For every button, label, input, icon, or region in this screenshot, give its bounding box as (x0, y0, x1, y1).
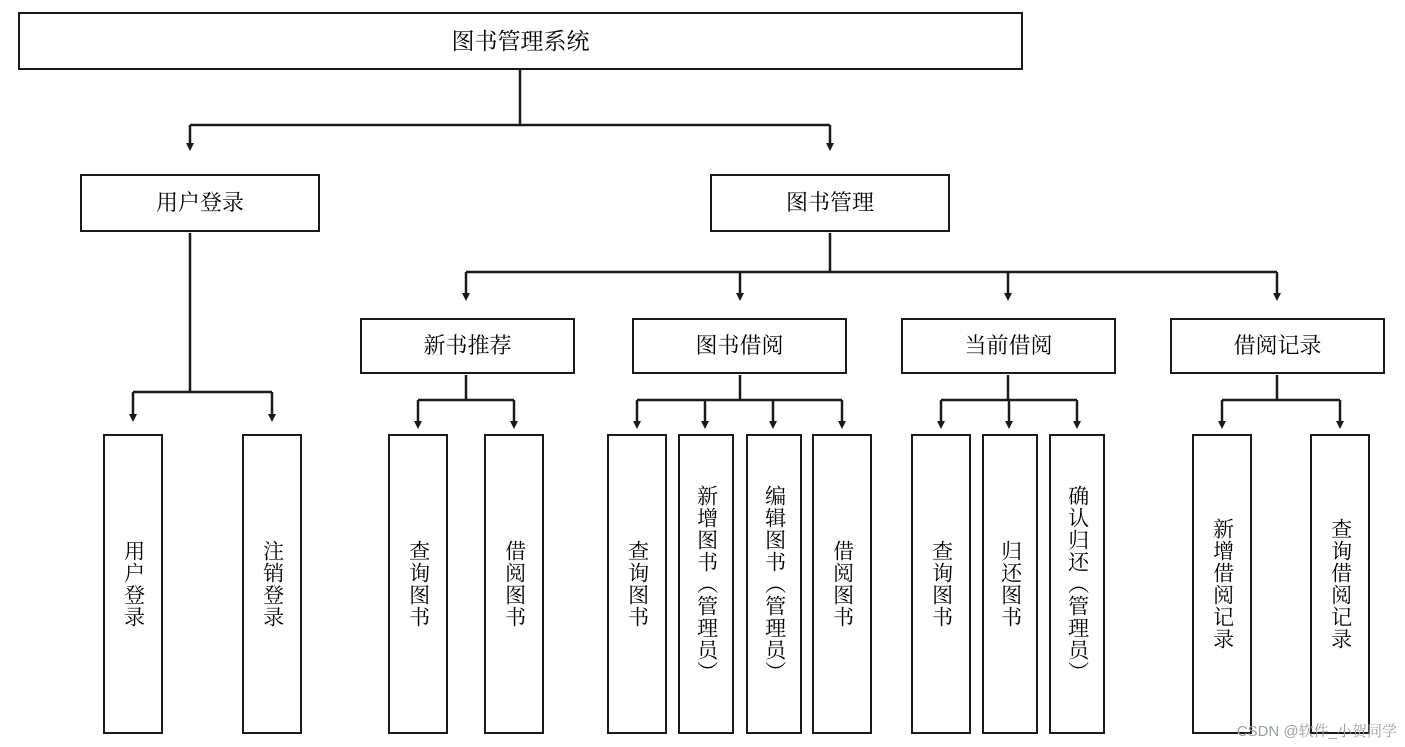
leaf-current-query-book[interactable] (911, 434, 971, 734)
node-label: 用户登录 (121, 540, 145, 628)
node-label: 编辑图书（管理员） (762, 485, 786, 683)
leaf-new-book-borrow[interactable] (484, 434, 544, 734)
node-label: 借阅图书 (502, 540, 526, 628)
leaf-borrow-edit-book[interactable] (746, 434, 802, 734)
leaf-new-book-query[interactable] (388, 434, 448, 734)
leaf-borrow-book[interactable] (812, 434, 872, 734)
node-label: 查询图书 (406, 540, 430, 628)
node-book-management[interactable] (710, 174, 950, 232)
leaf-borrow-query-book[interactable] (607, 434, 667, 734)
node-label: 新增借阅记录 (1210, 518, 1234, 650)
node-label: 图书管理系统 (451, 27, 590, 54)
node-label: 图书管理 (785, 190, 874, 216)
leaf-user-logout[interactable] (242, 434, 302, 734)
node-borrow-record[interactable] (1170, 318, 1385, 374)
node-label: 查询图书 (929, 540, 953, 628)
node-label: 确认归还（管理员） (1065, 485, 1089, 683)
leaf-current-return-book[interactable] (982, 434, 1038, 734)
leaf-record-add[interactable] (1192, 434, 1252, 734)
node-label: 归还图书 (998, 540, 1022, 628)
node-label: 注销登录 (260, 540, 284, 628)
node-label: 图书借阅 (695, 333, 784, 359)
node-label: 查询借阅记录 (1328, 518, 1352, 650)
watermark: CSDN @软件_小贺同学 (1236, 723, 1397, 740)
node-label: 新增图书（管理员） (694, 485, 718, 683)
node-label: 当前借阅 (964, 333, 1053, 359)
leaf-user-login[interactable] (103, 434, 163, 734)
node-new-book-recommend[interactable] (360, 318, 575, 374)
node-label: 查询图书 (625, 540, 649, 628)
node-label: 用户登录 (155, 190, 244, 216)
leaf-borrow-add-book[interactable] (678, 434, 734, 734)
node-user-login[interactable] (80, 174, 320, 232)
node-label: 新书推荐 (423, 333, 512, 359)
node-book-borrow[interactable] (632, 318, 847, 374)
node-current-borrow[interactable] (901, 318, 1116, 374)
leaf-record-query[interactable] (1310, 434, 1370, 734)
node-label: 借阅图书 (830, 540, 854, 628)
node-root-system[interactable] (18, 12, 1023, 70)
leaf-current-confirm-return[interactable] (1049, 434, 1105, 734)
node-label: 借阅记录 (1233, 333, 1322, 359)
